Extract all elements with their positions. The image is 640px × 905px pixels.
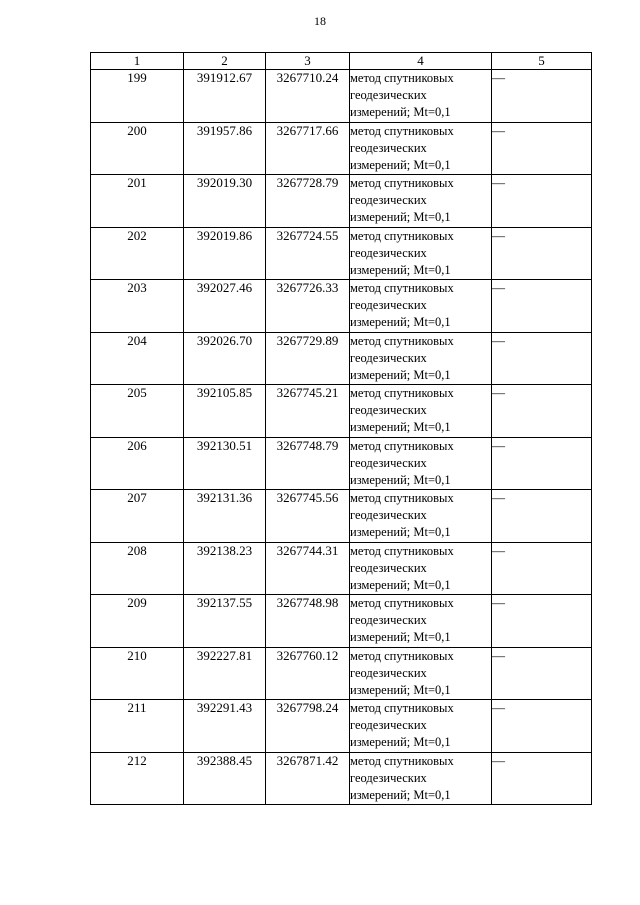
table-row	[91, 175, 592, 228]
note-cell: —	[492, 542, 592, 595]
method-line: геодезических	[350, 298, 427, 312]
coordinate-y: 3267745.56	[266, 490, 350, 543]
point-number: 200	[91, 122, 184, 175]
method-line: метод спутниковых	[350, 333, 454, 348]
note-cell: —	[492, 122, 592, 175]
method-line: метод спутниковых	[350, 438, 454, 453]
point-number: 203	[91, 280, 184, 333]
method-cell	[350, 122, 492, 175]
coordinate-y: 3267745.21	[266, 385, 350, 438]
point-number: 210	[91, 647, 184, 700]
table-header-row	[91, 53, 592, 70]
coordinate-x: 392130.51	[184, 437, 266, 490]
method-line: метод спутниковых	[350, 491, 454, 505]
method-line: измерений; Mt=0,1	[350, 157, 451, 172]
point-number: 201	[91, 175, 184, 228]
coordinate-x: 392131.36	[184, 490, 266, 543]
method-cell	[350, 647, 492, 700]
column-header: 4	[350, 53, 492, 70]
method-line: измерений; Mt=0,1	[350, 105, 451, 119]
method-line: геодезических	[350, 88, 427, 102]
point-number: 207	[91, 490, 184, 543]
method-line: геодезических	[350, 560, 427, 575]
point-number: 206	[91, 437, 184, 490]
table-row	[91, 70, 592, 123]
column-header: 3	[266, 53, 350, 70]
method-cell	[350, 490, 492, 543]
method-line: геодезических	[350, 403, 427, 417]
method-cell	[350, 227, 492, 280]
method-line: измерений; Mt=0,1	[350, 210, 451, 224]
method-cell	[350, 385, 492, 438]
method-line: геодезических	[350, 508, 427, 522]
note-cell: —	[492, 175, 592, 228]
point-number: 204	[91, 332, 184, 385]
point-number: 212	[91, 752, 184, 805]
coordinate-x: 391957.86	[184, 122, 266, 175]
coordinate-y: 3267726.33	[266, 280, 350, 333]
coordinate-x: 392138.23	[184, 542, 266, 595]
method-cell	[350, 280, 492, 333]
table-row	[91, 700, 592, 753]
method-line: геодезических	[350, 140, 427, 155]
method-line: измерений; Mt=0,1	[350, 577, 451, 592]
note-cell: —	[492, 385, 592, 438]
coordinate-y: 3267744.31	[266, 542, 350, 595]
method-line: геодезических	[350, 245, 427, 260]
method-line: метод спутниковых	[350, 71, 454, 85]
note-cell: —	[492, 490, 592, 543]
method-cell	[350, 70, 492, 123]
coordinate-y: 3267748.98	[266, 595, 350, 648]
coordinate-y: 3267724.55	[266, 227, 350, 280]
point-number: 211	[91, 700, 184, 753]
coordinate-y: 3267871.42	[266, 752, 350, 805]
coordinate-y: 3267717.66	[266, 122, 350, 175]
note-cell: —	[492, 700, 592, 753]
method-line: метод спутниковых	[350, 543, 454, 558]
method-line: измерений; Mt=0,1	[350, 262, 451, 277]
method-line: геодезических	[350, 193, 427, 207]
table-row	[91, 542, 592, 595]
method-line: метод спутниковых	[350, 386, 454, 400]
method-line: измерений; Mt=0,1	[350, 735, 451, 749]
method-line: измерений; Mt=0,1	[350, 630, 451, 644]
coordinate-x: 392105.85	[184, 385, 266, 438]
coordinate-x: 392137.55	[184, 595, 266, 648]
method-line: геодезических	[350, 455, 427, 470]
coordinate-x: 392019.30	[184, 175, 266, 228]
coordinate-x: 392027.46	[184, 280, 266, 333]
method-cell	[350, 175, 492, 228]
method-cell	[350, 332, 492, 385]
note-cell: —	[492, 647, 592, 700]
method-line: метод спутниковых	[350, 701, 454, 715]
note-cell: —	[492, 70, 592, 123]
method-line: геодезических	[350, 613, 427, 627]
point-number: 205	[91, 385, 184, 438]
method-line: измерений; Mt=0,1	[350, 787, 451, 802]
table-row	[91, 490, 592, 543]
column-header: 1	[91, 53, 184, 70]
coordinate-x: 392227.81	[184, 647, 266, 700]
method-line: измерений; Mt=0,1	[350, 420, 451, 434]
column-header: 2	[184, 53, 266, 70]
method-cell	[350, 752, 492, 805]
method-line: метод спутниковых	[350, 123, 454, 138]
point-number: 209	[91, 595, 184, 648]
method-line: метод спутниковых	[350, 281, 454, 295]
coordinate-x: 391912.67	[184, 70, 266, 123]
method-line: геодезических	[350, 718, 427, 732]
table-row	[91, 437, 592, 490]
coordinate-y: 3267760.12	[266, 647, 350, 700]
table-row	[91, 332, 592, 385]
table-row	[91, 595, 592, 648]
point-number: 208	[91, 542, 184, 595]
coordinate-x: 392291.43	[184, 700, 266, 753]
table-row	[91, 647, 592, 700]
method-line: метод спутниковых	[350, 596, 454, 610]
coordinate-x: 392388.45	[184, 752, 266, 805]
method-line: измерений; Mt=0,1	[350, 682, 451, 697]
point-number: 202	[91, 227, 184, 280]
coordinate-y: 3267728.79	[266, 175, 350, 228]
note-cell: —	[492, 332, 592, 385]
method-cell	[350, 437, 492, 490]
coordinate-x: 392019.86	[184, 227, 266, 280]
method-line: измерений; Mt=0,1	[350, 472, 451, 487]
note-cell: —	[492, 280, 592, 333]
note-cell: —	[492, 752, 592, 805]
method-line: измерений; Mt=0,1	[350, 315, 451, 329]
method-line: метод спутниковых	[350, 228, 454, 243]
coordinate-y: 3267798.24	[266, 700, 350, 753]
point-number: 199	[91, 70, 184, 123]
coordinate-y: 3267729.89	[266, 332, 350, 385]
note-cell: —	[492, 437, 592, 490]
table-row	[91, 280, 592, 333]
method-line: измерений; Mt=0,1	[350, 367, 451, 382]
table-row	[91, 752, 592, 805]
table-row	[91, 122, 592, 175]
table-row	[91, 385, 592, 438]
coordinate-x: 392026.70	[184, 332, 266, 385]
note-cell: —	[492, 595, 592, 648]
coordinates-table	[90, 52, 592, 805]
method-line: метод спутниковых	[350, 648, 454, 663]
coordinate-y: 3267748.79	[266, 437, 350, 490]
method-line: измерений; Mt=0,1	[350, 525, 451, 539]
column-header: 5	[492, 53, 592, 70]
method-line: геодезических	[350, 350, 427, 365]
method-cell	[350, 700, 492, 753]
method-line: метод спутниковых	[350, 176, 454, 190]
method-cell	[350, 542, 492, 595]
method-line: геодезических	[350, 665, 427, 680]
method-line: метод спутниковых	[350, 753, 454, 768]
table-row	[91, 227, 592, 280]
note-cell: —	[492, 227, 592, 280]
method-line: геодезических	[350, 770, 427, 785]
method-cell	[350, 595, 492, 648]
coordinate-y: 3267710.24	[266, 70, 350, 123]
page-number: 18	[314, 14, 326, 28]
